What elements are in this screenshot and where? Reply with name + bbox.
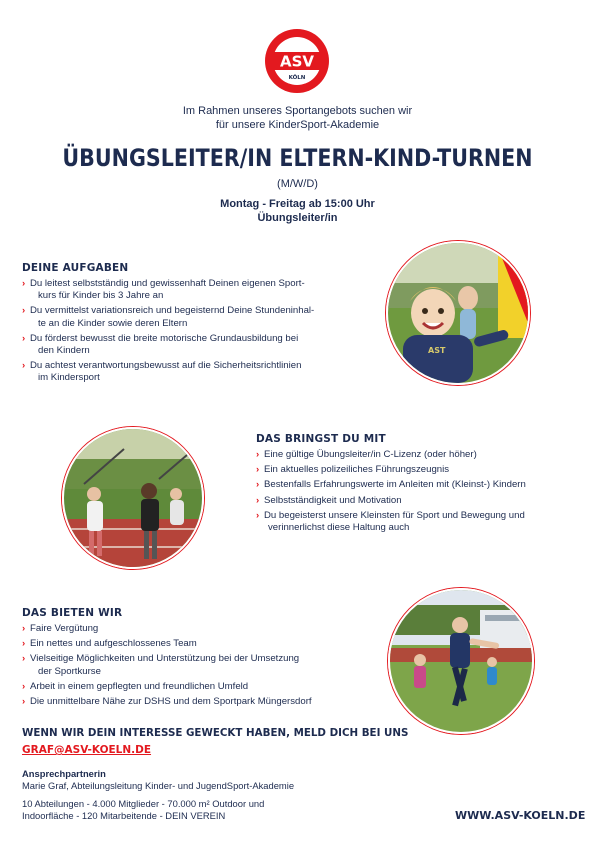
schedule-text: Montag - Freitag ab 15:00 Uhr: [220, 198, 375, 210]
asv-logo: [262, 26, 332, 96]
list-item: › Vielseitige Möglichkeiten und Unterstützung bei der Umsetzung der Sportkurse: [22, 653, 300, 677]
list-item: › Faire Vergütung: [22, 623, 99, 634]
logo-text: ASV: [279, 52, 315, 71]
stats-block: [22, 798, 382, 822]
tasks-section: [22, 262, 362, 388]
list-item: › Du vermittelst variationsreich und begeisternd Deine Stundeninhal- te an die Kinder sowie deren Eltern: [22, 305, 315, 329]
list-item: › Du begeisterst unsere Kleinsten für Sport und Bewegung und verinnerlichst diese Haltung auch: [256, 509, 525, 534]
intro-text: [0, 104, 595, 132]
stats-line-2: Indoorfläche - 120 Mitarbeitende - DEIN VEREIN: [22, 810, 226, 821]
requirements-list: [256, 449, 576, 534]
stats-line-1: 10 Abteilungen - 4.000 Mitglieder - 70.000 m² Outdoor und: [22, 798, 265, 809]
javelin-kids-image: [64, 429, 202, 567]
coach-kids-image: [390, 590, 532, 732]
photo-child-flag: [386, 241, 530, 385]
requirements-heading: DAS BRINGST DU MIT: [256, 433, 386, 445]
contact-heading: Ansprechpartnerin: [22, 768, 106, 779]
intro-line-1: Im Rahmen unseres Sportangebots suchen wir: [182, 105, 413, 117]
photo-javelin-kids: [62, 427, 204, 569]
intro-line-2: für unsere KinderSport-Akademie: [215, 119, 380, 131]
list-item: › Die unmittelbare Nähe zur DSHS und dem Sportpark Müngersdorf: [22, 696, 312, 708]
list-item: › Du förderst bewusst die breite motorische Grundausbildung bei den Kindern: [22, 332, 299, 357]
offers-heading: DAS BIETEN WIR: [22, 607, 123, 619]
gender-note: (M/W/D): [277, 178, 318, 190]
list-item: › Ein aktuelles polizeiliches Führungszeugnis: [256, 464, 450, 476]
photo-coach-kids: [388, 588, 534, 734]
list-item: › Bestenfalls Erfahrungswerte im Anleiten mit (Kleinst-) Kindern: [256, 479, 526, 491]
child-flag-image: [388, 243, 528, 383]
svg-text:AST: AST: [428, 346, 446, 355]
tasks-list: [22, 278, 362, 385]
requirements-section: [256, 433, 576, 537]
offers-section: [22, 607, 362, 711]
list-item: › Du leitest selbstständig und gewissenhaft Deinen eigenen Sport- kurs für Kinder bis 3 Jahre an: [22, 278, 305, 302]
list-item: › Eine gültige Übungsleiter/in C-Lizenz (oder höher): [256, 449, 477, 460]
page-title: ÜBUNGSLEITER/IN ELTERN-KIND-TURNEN: [62, 144, 533, 172]
contact-name: Marie Graf, Abteilungsleitung Kinder- und JugendSport-Akademie: [22, 780, 295, 791]
offers-list: [22, 623, 362, 708]
contact-block: [22, 768, 382, 792]
email-link[interactable]: GRAF@ASV-KOELN.DE: [22, 744, 152, 756]
role-text: Übungsleiter/in: [257, 212, 338, 224]
logo-subtext: KÖLN: [288, 75, 306, 81]
list-item: › Ein nettes und aufgeschlossenes Team: [22, 638, 197, 650]
list-item: › Arbeit in einem gepflegten und freundlichen Umfeld: [22, 680, 249, 692]
cta-heading: WENN WIR DEIN INTERESSE GEWECKT HABEN, MELD DICH BEI UNS: [22, 727, 409, 739]
list-item: › Du achtest verantwortungsbewusst auf die Sicherheitsrichtlinien im Kindersport: [22, 360, 302, 384]
list-item: › Selbstständigkeit und Motivation: [256, 494, 402, 506]
tasks-heading: DEINE AUFGABEN: [22, 262, 129, 274]
website-link[interactable]: WWW.ASV-KOELN.DE: [455, 809, 586, 822]
